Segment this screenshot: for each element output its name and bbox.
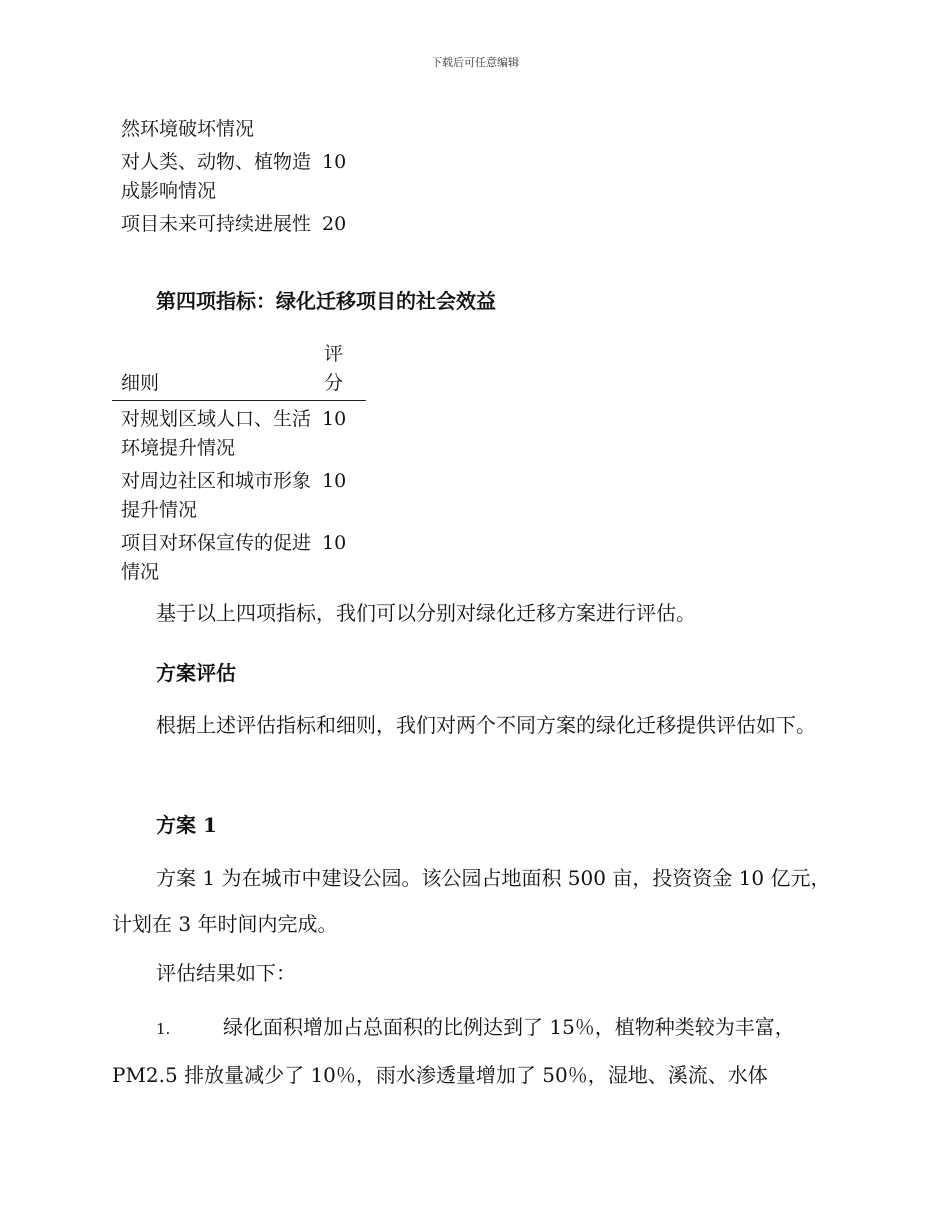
table-row [112, 148, 366, 206]
result-intro: 评估结果如下： [156, 961, 296, 985]
evaluation-heading: 方案评估 [156, 661, 236, 685]
criteria-label: 对周边社区和城市形象提升情况 [121, 470, 312, 521]
table-row [112, 210, 366, 239]
environment-criteria-table [112, 115, 366, 243]
evaluation-intro-paragraph: 根据上述评估指标和细则，我们对两个不同方案的绿化迁移提供评估如下。 [156, 713, 816, 737]
summary-paragraph: 基于以上四项指标，我们可以分别对绿化迁移方案进行评估。 [156, 601, 696, 625]
criteria-score: 10 [322, 470, 347, 492]
column-header-score: 评分 [324, 343, 344, 394]
column-header-criteria: 细则 [121, 372, 160, 394]
criteria-score [318, 115, 366, 144]
criteria-score: 10 [322, 151, 347, 173]
table-row [112, 405, 366, 463]
criteria-score: 10 [322, 532, 347, 554]
criteria-score: 10 [322, 408, 347, 430]
criteria-label: 项目对环保宣传的促进情况 [121, 532, 312, 583]
page-header: 下载后可任意编辑 [431, 56, 519, 69]
plan1-heading: 方案 1 [156, 813, 217, 837]
list-number: 1. [156, 1020, 171, 1038]
criteria-score: 20 [322, 213, 347, 235]
table-row [112, 115, 366, 144]
criteria-label: 对规划区域人口、生活环境提升情况 [121, 408, 312, 459]
criteria-label: 然环境破坏情况 [121, 118, 255, 140]
section-heading: 第四项指标：绿化迁移项目的社会效益 [156, 289, 496, 313]
criteria-label: 项目未来可持续进展性 [121, 213, 312, 235]
table-row [112, 529, 366, 587]
social-benefit-table [112, 340, 366, 591]
table-header-row [112, 340, 366, 401]
criteria-label: 对人类、动物、植物造成影响情况 [121, 151, 312, 202]
list-item-text: 绿化面积增加占总面积的比例达到了 15％，植物种类较为丰富，PM2.5 排放量减少了 10％，雨水渗透量增加了 50％，湿地、溪流、水体 [112, 1015, 795, 1087]
plan1-description: 方案 1 为在城市中建设公园。该公园占地面积 500 亩，投资资金 10 亿元，计划在 3 年时间内完成。 [112, 866, 831, 936]
list-item [112, 1004, 832, 1098]
table-row [112, 467, 366, 525]
